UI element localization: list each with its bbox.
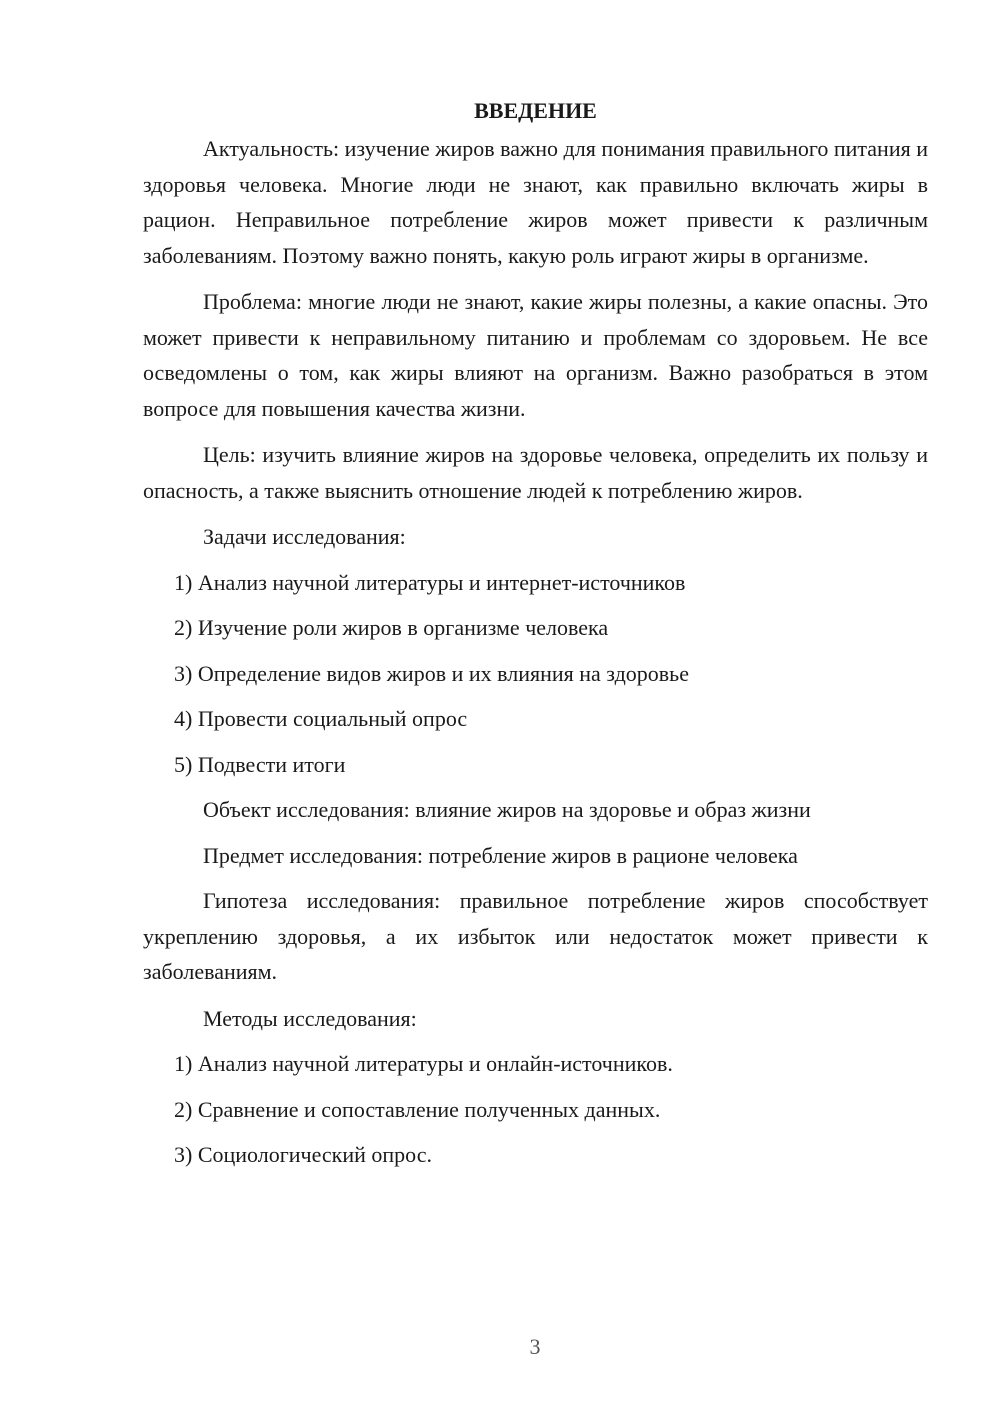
research-subject: Предмет исследования: потребление жиров в рационе человека: [203, 842, 798, 868]
tasks-list: [143, 565, 928, 783]
goal-paragraph: Цель: изучить влияние жиров на здоровье человека, определить их пользу и опасность, а также выяснить отношение людей к потреблению жиров.: [143, 442, 928, 503]
list-item: 3) Определение видов жиров и их влияния на здоровье: [174, 660, 689, 686]
page-content: [143, 92, 928, 1183]
list-item: 5) Подвести итоги: [174, 751, 346, 777]
page-number: 3: [529, 1334, 541, 1359]
list-item: 4) Провести социальный опрос: [174, 706, 468, 731]
problem-paragraph: Проблема: многие люди не знают, какие жиры полезны, а какие опасны. Это может привести к неправильному питанию и проблемам со здоровьем. Не все осведомлены о том, как жиры влияют на организм. Важно разобраться в этом вопросе для повышения качества жизни.: [143, 289, 928, 421]
list-item: 2) Изучение роли жиров в организме человека: [174, 615, 609, 640]
methods-list: [143, 1046, 928, 1173]
list-item: 1) Анализ научной литературы и интернет-источников: [174, 569, 686, 595]
list-item: 1) Анализ научной литературы и онлайн-источников.: [174, 1051, 673, 1076]
hypothesis-paragraph: Гипотеза исследования: правильное потребление жиров способствует укреплению здоровья, а их избыток или недостаток может привести к заболеваниям.: [143, 888, 928, 984]
list-item: 3) Социологический опрос.: [174, 1142, 432, 1167]
page-title: ВВЕДЕНИЕ: [474, 98, 597, 123]
research-object: Объект исследования: влияние жиров на здоровье и образ жизни: [203, 797, 811, 822]
list-item: 2) Сравнение и сопоставление полученных данных.: [174, 1096, 661, 1122]
methods-heading: Методы исследования:: [203, 1005, 417, 1031]
relevance-paragraph: Актуальность: изучение жиров важно для понимания правильного питания и здоровья человека. Многие люди не знают, как правильно включать жиры в рацион. Неправильное потребление жиров может привести к различным заболеваниям. Поэтому важно понять, какую роль играют жиры в организме.: [143, 136, 928, 268]
tasks-heading: Задачи исследования:: [203, 524, 406, 549]
